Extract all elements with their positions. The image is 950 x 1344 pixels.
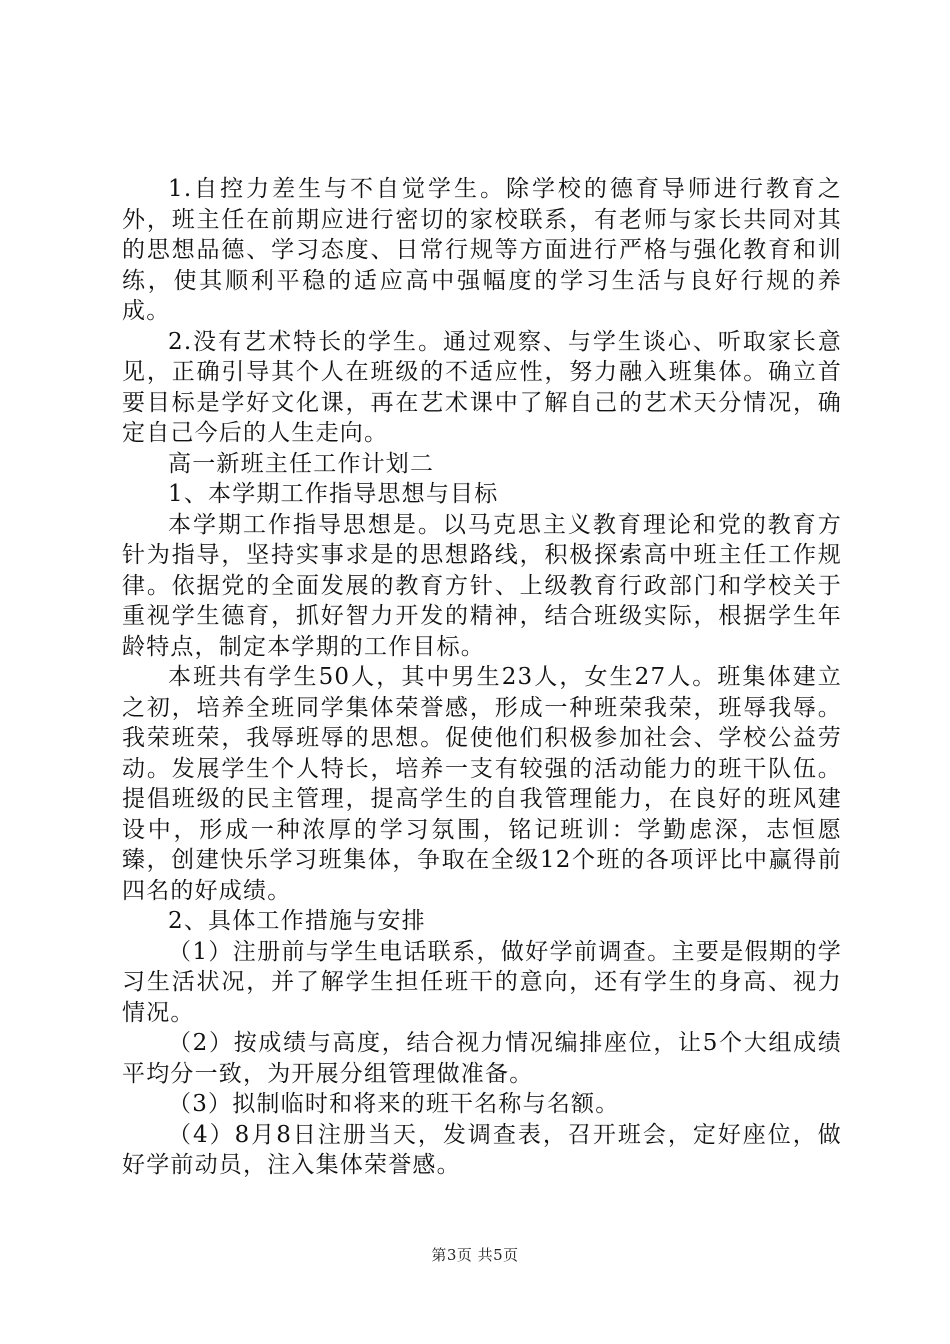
section-title-plan-two: 高一新班主任工作计划二: [168, 450, 435, 477]
document-body: [122, 174, 842, 1181]
paragraph-no-art-talent-students: 2.没有艺术特长的学生。通过观察、与学生谈心、听取家长意见，正确引导其个人在班级的不适应性，努力融入班集体。确立首要目标是学好文化课，再在艺术课中了解自己的艺术天分情况，确定自己今后的人生走向。: [122, 328, 842, 446]
page-footer: 第3页 共5页: [431, 1246, 519, 1264]
paragraph-measure-2: （2）按成绩与高度，结合视力情况编排座位，让5个大组成绩平均分一致，为开展分组管理做准备。: [122, 1030, 842, 1087]
paragraph-class-overview: 本班共有学生50人，其中男生23人，女生27人。班集体建立之初，培养全班同学集体荣誉感，形成一种班荣我荣，班辱我辱。我荣班荣，我辱班辱的思想。促使他们积极参加社会、学校公益劳动。发展学生个人特长，培养一支有较强的活动能力的班干队伍。提倡班级的民主管理，提高学生的自我管理能力，在良好的班风建设中，形成一种浓厚的学习氛围，铭记班训：学勤虑深，志恒愿臻，创建快乐学习班集体，争取在全级12个班的各项评比中赢得前四名的好成绩。: [122, 664, 842, 904]
section-heading-measures: 2、具体工作措施与安排: [168, 908, 426, 934]
paragraph-self-control-students: 1.自控力差生与不自觉学生。除学校的德育导师进行教育之外，班主任在前期应进行密切的家校联系，有老师与家长共同对其的思想品德、学习态度、日常行规等方面进行严格与强化教育和训练，使其顺利平稳的适应高中强幅度的学习生活与良好行规的养成。: [122, 176, 842, 324]
paragraph-measure-4: （4）8月8日注册当天，发调查表，召开班会，定好座位，做好学前动员，注入集体荣誉感。: [122, 1121, 842, 1178]
paragraph-guiding-thought: 本学期工作指导思想是。以马克思主义教育理论和党的教育方针为指导，坚持实事求是的思想路线，积极探索高中班主任工作规律。依据党的全面发展的教育方针、上级教育行政部门和学校关于重视学生德育，抓好智力开发的精神，结合班级实际，根据学生年龄特点，制定本学期的工作目标。: [122, 511, 842, 660]
section-heading-guiding-thought: 1、本学期工作指导思想与目标: [168, 481, 499, 507]
paragraph-measure-1: （1）注册前与学生电话联系，做好学前调查。主要是假期的学习生活状况，并了解学生担任班干的意向，还有学生的身高、视力情况。: [122, 938, 842, 1026]
paragraph-measure-3: （3）拟制临时和将来的班干名称与名额。: [168, 1091, 620, 1117]
